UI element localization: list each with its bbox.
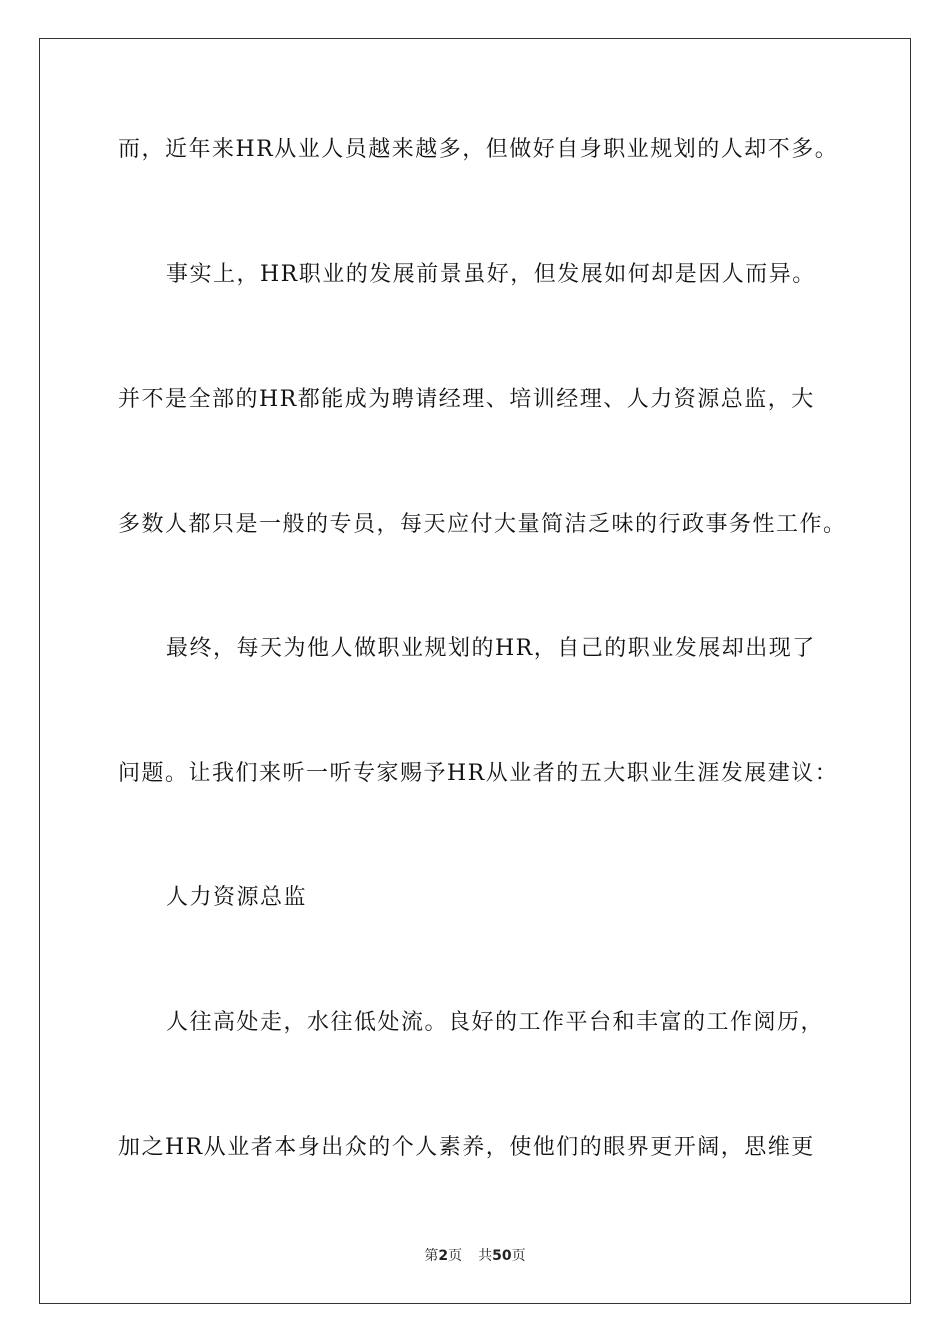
page-footer — [0, 1247, 950, 1265]
page-border — [39, 38, 911, 1304]
footer-page-prefix: 第 — [424, 1248, 439, 1264]
footer-page-number: 2 — [438, 1248, 449, 1264]
paragraph-line-2: 事实上，HR职业的发展前景虽好，但发展如何却是因人而异。 — [166, 262, 816, 287]
paragraph-line-3: 并不是全部的HR都能成为聘请经理、培训经理、人力资源总监，大 — [118, 387, 815, 412]
section-heading: 人力资源总监 — [166, 885, 308, 910]
paragraph-line-6: 问题。让我们来听一听专家赐予HR从业者的五大职业生涯发展建议： — [118, 761, 839, 786]
paragraph-line-5: 最终，每天为他人做职业规划的HR，自己的职业发展却出现了 — [166, 636, 816, 661]
footer-page-suffix: 页 — [448, 1248, 463, 1264]
footer-total-pages: 50 — [492, 1248, 512, 1264]
paragraph-line-1: 而，近年来HR从业人员越来越多，但做好自身职业规划的人却不多。 — [118, 137, 839, 162]
paragraph-line-4: 多数人都只是一般的专员，每天应付大量简洁乏味的行政事务性工作。 — [118, 512, 847, 537]
footer-total-prefix: 共 — [478, 1248, 493, 1264]
paragraph-line-7: 人往高处走，水往低处流。良好的工作平台和丰富的工作阅历， — [166, 1010, 825, 1035]
footer-total-suffix: 页 — [511, 1248, 526, 1264]
paragraph-line-8: 加之HR从业者本身出众的个人素养，使他们的眼界更开阔，思维更 — [118, 1135, 815, 1160]
